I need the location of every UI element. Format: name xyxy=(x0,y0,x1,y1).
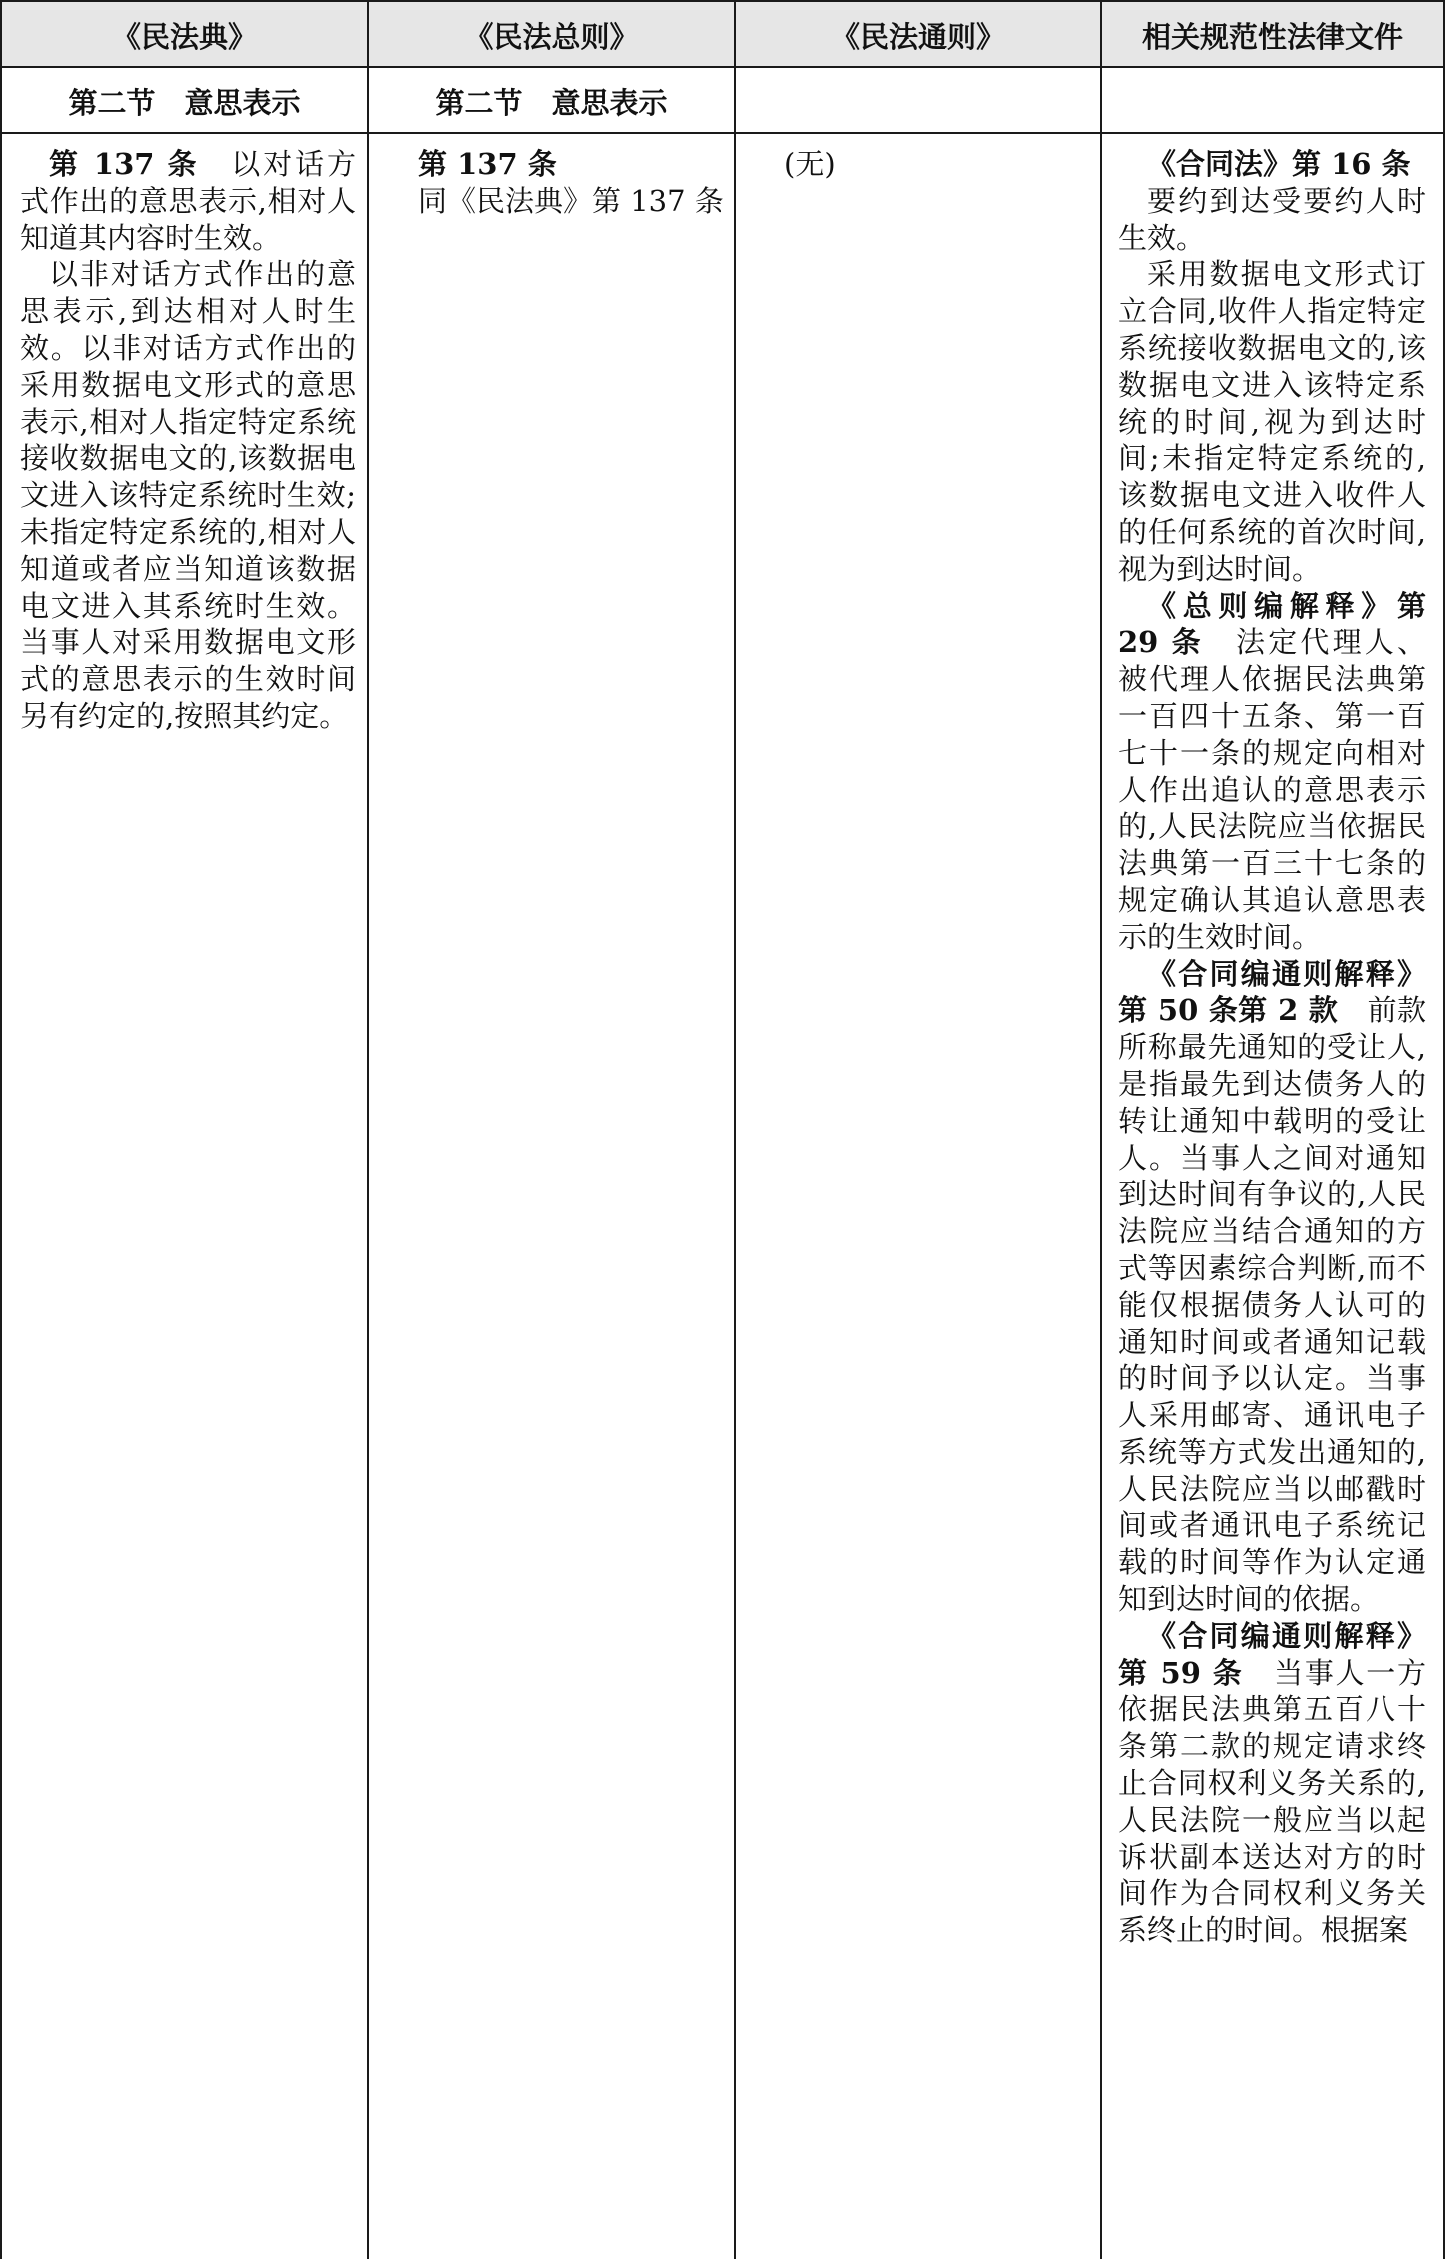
entry-text: 当事人一方依据民法典第五百八十条第二款的规定请求终止合同权利义务关系的,人民法院一般应当以起诉状副本送达对方的时间作为合同权利义务关系终止的时间。根据案 xyxy=(1118,1655,1426,1948)
contract-law-article-16-paragraph-1: 要约到达受要约人时生效。 xyxy=(1118,183,1426,255)
article-text-1: 以对话方式作出的意思表示,相对人知道其内容时生效。 xyxy=(20,147,356,255)
contract-law-article-16-paragraph-2: 采用数据电文形式订立合同,收件人指定特定系统接收数据电文的,该数据电文进入该特定系统的时间,视为到达时间;未指定特定系统的,该数据电文进入收件人的任何系统的首次时间,视为到达时间。 xyxy=(1118,257,1426,586)
civil-code-article-137 xyxy=(20,146,356,735)
entry-title: 《合同编通则解释》第 59 条 xyxy=(1118,1618,1426,1690)
column-border-2 xyxy=(734,2,736,2259)
header-civil-code: 《民法典》 xyxy=(111,19,257,54)
general-principles-none: (无) xyxy=(784,147,836,181)
contract-interpretation-article-50 xyxy=(1118,956,1426,1618)
article-number: 第 137 条 xyxy=(49,147,200,181)
article-paragraph-1 xyxy=(20,146,356,256)
article-number: 第 137 条 xyxy=(418,147,557,181)
entry-title: 《总则编解释》第 29 条 xyxy=(1118,588,1426,660)
general-interpretation-article-29 xyxy=(1118,588,1426,956)
column-border-3 xyxy=(1100,2,1102,2259)
entry-text: 法定代理人、被代理人依据民法典第一百四十五条、第一百七十一条的规定向相对人作出追认的意思表示的,人民法院应当依据民法典第一百三十七条的规定确认其追认意思表示的生效时间。 xyxy=(1118,625,1426,954)
header-general-provisions: 《民法总则》 xyxy=(464,19,639,54)
contract-interpretation-article-59 xyxy=(1118,1618,1426,1949)
related-documents-content xyxy=(1118,146,1426,1949)
column-border-1 xyxy=(367,2,369,2259)
header-general-principles: 《民法通则》 xyxy=(830,19,1005,54)
entry-title: 《合同编通则解释》第 50 条第 2 款 xyxy=(1118,956,1426,1028)
entry-text: 前款所称最先通知的受让人,是指最先到达债务人的转让通知中载明的受让人。当事人之间对通知到达时间有争议的,人民法院应当结合通知的方式等因素综合判断,而不能仅根据债务人认可的通知时间或者通知记载的时间予以认定。当事人采用邮寄、通讯电子系统等方式发出通知的,人民法院应当以邮戳时间或者通讯电子系统记载的时间等作为认定通知到达时间的依据。 xyxy=(1118,993,1426,1617)
contract-law-article-16-title: 《合同法》第 16 条 xyxy=(1147,147,1411,181)
header-related-documents: 相关规范性法律文件 xyxy=(1141,19,1403,54)
section-title-col1: 第二节 意思表示 xyxy=(68,85,301,120)
section-title-col2: 第二节 意思表示 xyxy=(435,85,668,120)
general-provisions-article-137 xyxy=(418,146,728,220)
article-paragraph-2: 以非对话方式作出的意思表示,到达相对人时生效。以非对话方式作出的采用数据电文形式的意思表示,相对人指定特定系统接收数据电文的,该数据电文进入该特定系统时生效;未指定特定系统的,相对人知道或者应当知道该数据电文进入其系统时生效。当事人对采用数据电文形式的意思表示的生效时间另有约定的,按照其约定。 xyxy=(20,257,356,733)
article-reference-text: 同《民法典》第 137 条 xyxy=(418,183,724,218)
column-border-left xyxy=(0,2,2,2259)
